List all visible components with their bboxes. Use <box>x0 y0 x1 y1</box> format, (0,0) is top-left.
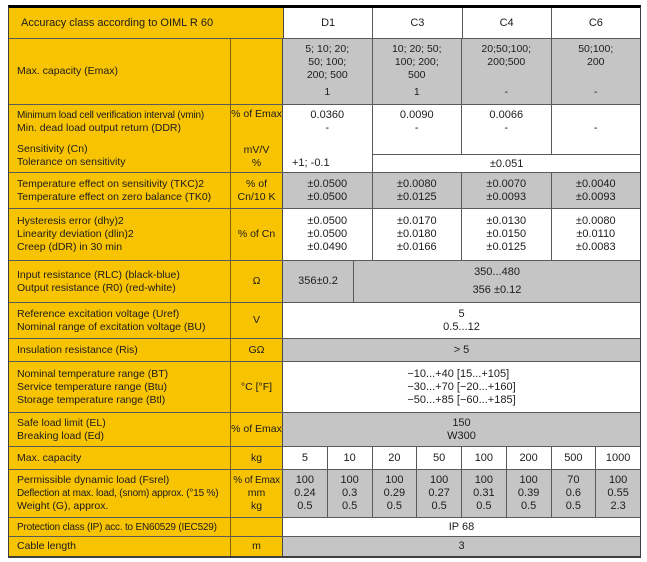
temp-effect-c6-cell: ±0.0040 ±0.0093 <box>551 173 641 208</box>
dynamic-cell-3: 100 0.27 0.5 <box>416 470 461 517</box>
dynamic-cell-1: 100 0.3 0.5 <box>327 470 372 517</box>
temperature-values-cell: −10...+40 [15...+105] −30...+70 [−20...+160] −50...+85 [−60...+185] <box>283 362 640 412</box>
temp-effect-c4-cell: ±0.0070 ±0.0093 <box>461 173 551 208</box>
col-header-d1: D1 <box>284 8 372 38</box>
verification-c6-cell: - <box>551 105 641 172</box>
resistance-d1-cell: 356±0.2 <box>283 261 353 302</box>
capacity-cell-500: 500 <box>551 447 596 469</box>
header-label-cell <box>9 8 284 38</box>
row-insulation-resistance <box>9 338 640 361</box>
dynamic-cell-0: 100 0.24 0.5 <box>283 470 327 517</box>
excitation-merged-cell: 5 0.5...12 <box>283 303 640 338</box>
dynamic-unit-cell: % of Emax mm kg <box>231 470 283 517</box>
verification-label-cell: Minimum load cell verification interval (vmin) Min. dead load output return (DDR) Sensitivity (Cn) Tolerance on sensitivity <box>9 105 231 172</box>
capacity-cell-100: 100 <box>461 447 506 469</box>
cable-unit-cell: m <box>231 537 283 556</box>
verification-c4-cell: 0.0066 - <box>461 105 551 172</box>
row-dynamic-load <box>9 469 640 517</box>
safe-load-label-cell: Safe load limit (EL) Breaking load (Ed) <box>9 413 231 446</box>
row-protection-class <box>9 517 640 536</box>
col-header-c4: C4 <box>462 8 551 38</box>
hysteresis-c4-cell: ±0.0130 ±0.0150 ±0.0125 <box>461 209 551 260</box>
excitation-label-cell: Reference excitation voltage (Uref) Nominal range of excitation voltage (BU) <box>9 303 231 338</box>
cable-label-cell: Cable length <box>9 537 231 556</box>
emax-c6-cell: 50;100; 200 - <box>551 39 641 104</box>
emax-label-cell: Max. capacity (Emax) <box>9 39 231 104</box>
emax-d1-cell: 5; 10; 20; 50; 100; 200; 500 1 <box>283 39 372 104</box>
row-verification-sensitivity <box>9 104 640 172</box>
row-temperature-effect <box>9 172 640 208</box>
row-max-capacity-emax <box>9 38 640 104</box>
dynamic-label-cell: Permissible dynamic load (Fsrel) Deflection at max. load, (snom) approx. (°15 %) Weight (G), approx. <box>9 470 231 517</box>
insulation-unit-cell: GΩ <box>231 339 283 361</box>
capacity-cell-1000: 1000 <box>595 447 640 469</box>
dynamic-cell-4: 100 0.31 0.5 <box>461 470 506 517</box>
protection-unit-cell <box>231 518 283 536</box>
safe-load-unit-cell: % of Emax <box>231 413 283 446</box>
accuracy-class-label: Accuracy class according to OIML R 60 <box>21 17 214 29</box>
resistance-merged-cell: 350...480 356 ±0.12 <box>353 261 640 302</box>
row-resistance <box>9 260 640 302</box>
row-max-capacity-kg <box>9 446 640 469</box>
temperature-label-cell: Nominal temperature range (BT) Service temperature range (Btu) Storage temperature range (Btl) <box>9 362 231 412</box>
hysteresis-label-cell: Hysteresis error (dhy)2 Linearity deviation (dlin)2 Creep (dDR) in 30 min <box>9 209 231 260</box>
dynamic-cell-5: 100 0.39 0.5 <box>506 470 551 517</box>
safe-load-values-cell: 150 W300 <box>283 413 640 446</box>
row-temperature-ranges <box>9 361 640 412</box>
temperature-unit-cell: °C [°F] <box>231 362 283 412</box>
insulation-label-cell: Insulation resistance (Ris) <box>9 339 231 361</box>
row-cable-length <box>9 536 640 556</box>
verification-unit-cell: % of Emax mV/V % <box>231 105 283 172</box>
capacity-cell-50: 50 <box>416 447 461 469</box>
emax-c3-cell: 10; 20; 50; 100; 200; 500 1 <box>372 39 462 104</box>
temp-effect-unit-cell: % of Cn/10 K <box>231 173 283 208</box>
capacity-cell-5: 5 <box>283 447 327 469</box>
protection-value-cell: IP 68 <box>283 518 640 536</box>
header-row <box>9 8 640 38</box>
hysteresis-c6-cell: ±0.0080 ±0.0110 ±0.0083 <box>551 209 641 260</box>
tolerance-d1-value: +1; -0.1 <box>292 157 330 169</box>
load-cell-spec-table <box>8 5 641 558</box>
capacity-cell-200: 200 <box>506 447 551 469</box>
tolerance-merged-cell: ±0.051 <box>372 154 640 172</box>
cable-value-cell: 3 <box>283 537 640 556</box>
resistance-unit-cell: Ω <box>231 261 283 302</box>
verification-d1-cell: 0.0360 - +1; -0.1 <box>283 105 372 172</box>
capacity-cell-20: 20 <box>372 447 417 469</box>
protection-label-cell: Protection class (IP) acc. to EN60529 (IEC529) <box>9 518 231 536</box>
excitation-unit-cell: V <box>231 303 283 338</box>
insulation-value-cell: > 5 <box>283 339 640 361</box>
max-capacity-label-cell: Max. capacity <box>9 447 231 469</box>
temp-effect-c3-cell: ±0.0080 ±0.0125 <box>372 173 462 208</box>
row-hysteresis-linearity-creep <box>9 208 640 260</box>
temp-effect-d1-cell: ±0.0500 ±0.0500 <box>283 173 372 208</box>
emax-c4-cell: 20;50;100; 200;500 - <box>461 39 551 104</box>
verification-c3-cell: 0.0090 - <box>372 105 462 172</box>
temp-effect-label-cell: Temperature effect on sensitivity (TKC)2 Temperature effect on zero balance (TK0) <box>9 173 231 208</box>
hysteresis-d1-cell: ±0.0500 ±0.0500 ±0.0490 <box>283 209 372 260</box>
hysteresis-c3-cell: ±0.0170 ±0.0180 ±0.0166 <box>372 209 462 260</box>
hysteresis-unit-cell: % of Cn <box>231 209 283 260</box>
row-safe-load <box>9 412 640 446</box>
row-excitation-voltage <box>9 302 640 338</box>
dynamic-cell-7: 100 0.55 2.3 <box>595 470 640 517</box>
emax-unit-cell <box>231 39 283 104</box>
col-header-c6: C6 <box>551 8 640 38</box>
dynamic-cell-6: 70 0.6 0.5 <box>551 470 596 517</box>
capacity-cell-10: 10 <box>327 447 372 469</box>
max-capacity-unit-cell: kg <box>231 447 283 469</box>
dynamic-cell-2: 100 0.29 0.5 <box>372 470 417 517</box>
resistance-label-cell: Input resistance (RLC) (black-blue) Output resistance (R0) (red-white) <box>9 261 231 302</box>
col-header-c3: C3 <box>372 8 461 38</box>
